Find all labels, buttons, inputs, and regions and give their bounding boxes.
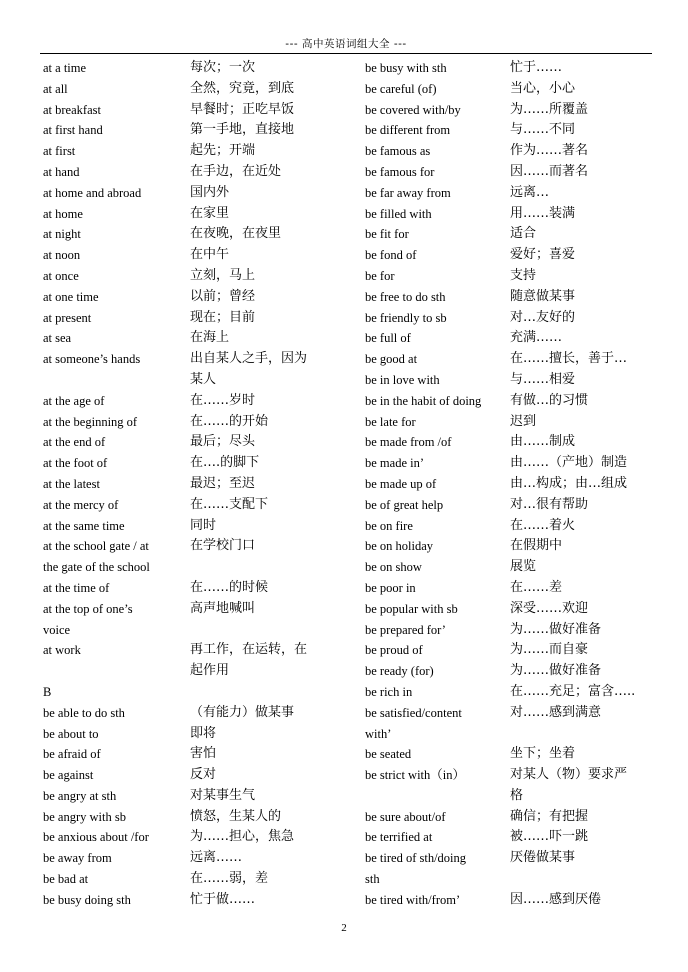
phrase-row [365, 557, 655, 578]
phrase-row [43, 620, 343, 641]
page-header: --- 高中英语词组大全 --- [285, 38, 407, 50]
phrase-english: be popular with sb [365, 601, 458, 616]
phrase-chinese: 远离…… [190, 850, 243, 866]
phrase-chinese: 同时 [190, 517, 217, 533]
phrase-english: voice [43, 622, 71, 637]
phrase-row [365, 308, 655, 329]
phrase-chinese: 在夜晚，在夜里 [190, 226, 282, 242]
phrase-chinese: 为……而自豪 [510, 642, 589, 658]
phrase-chinese: 充满…… [510, 330, 563, 346]
phrase-row [365, 536, 655, 557]
header-rule [40, 53, 652, 54]
phrase-chinese: 对…很有帮助 [510, 496, 589, 512]
phrase-english: sth [365, 872, 380, 887]
phrase-row [43, 890, 343, 911]
phrase-chinese: 高声地喊叫 [190, 600, 256, 616]
phrase-row [365, 807, 655, 828]
phrase-chinese: 当心，小心 [510, 80, 576, 96]
phrase-row [365, 328, 655, 349]
phrase-chinese: 在……的开始 [190, 413, 269, 429]
phrase-row [43, 391, 343, 412]
phrase-english: be fond of [365, 248, 417, 263]
phrase-row [43, 661, 343, 682]
phrase-chinese: 在家里 [190, 205, 230, 221]
phrase-english: be tired of sth/doing [365, 851, 467, 866]
phrase-english: at the same time [43, 518, 125, 533]
phrase-row [43, 599, 343, 620]
phrase-row [365, 58, 655, 79]
phrase-chinese: 对…友好的 [510, 309, 576, 325]
phrase-english: be proud of [365, 643, 423, 658]
phrase-english: be on holiday [365, 539, 434, 554]
phrase-english: be terrified at [365, 830, 433, 845]
phrase-chinese: 第一手地，直接地 [190, 122, 295, 138]
phrase-row [365, 495, 655, 516]
phrase-chinese: 最后；尽头 [190, 434, 256, 450]
phrase-row [365, 848, 655, 869]
phrase-chinese: 因……感到厌倦 [510, 891, 602, 907]
phrase-chinese: 对某人（物）要求严 [510, 767, 628, 783]
phrase-chinese: 现在；目前 [190, 309, 256, 325]
phrase-english: be good at [365, 352, 418, 367]
phrase-chinese: 反对 [190, 767, 217, 783]
phrase-english: at the foot of [43, 456, 108, 471]
phrase-row [43, 474, 343, 495]
phrase-english: at noon [43, 248, 81, 263]
phrase-chinese: 爱好；喜爱 [510, 247, 576, 263]
phrase-english: be for [365, 268, 395, 283]
phrase-chinese: 即将 [190, 725, 217, 741]
phrase-english: at home [43, 206, 83, 221]
phrase-row [43, 807, 343, 828]
phrase-chinese: 对……感到满意 [510, 704, 602, 720]
phrase-row [365, 661, 655, 682]
phrase-english: be away from [43, 851, 112, 866]
phrase-english: be strict with（in） [365, 768, 465, 783]
phrase-row [43, 204, 343, 225]
phrase-chinese: 国内外 [190, 184, 230, 200]
phrase-chinese: 忙于…… [510, 60, 563, 75]
phrase-row [365, 349, 655, 370]
phrase-english: be covered with/by [365, 102, 461, 117]
phrase-english: at once [43, 268, 79, 283]
phrase-english: at a time [43, 61, 87, 75]
phrase-english: be full of [365, 331, 411, 346]
phrase-row [43, 120, 343, 141]
phrase-row [365, 100, 655, 121]
phrase-row [365, 224, 655, 245]
left-column [43, 58, 343, 911]
phrase-english: with’ [365, 726, 392, 741]
phrase-chinese: 为……担心，焦急 [190, 829, 295, 845]
phrase-chinese: 厌倦做某事 [510, 850, 576, 866]
phrase-row [365, 412, 655, 433]
phrase-row [365, 204, 655, 225]
phrase-row [43, 682, 343, 703]
phrase-chinese: （有能力）做某事 [190, 704, 295, 720]
phrase-row [43, 869, 343, 890]
phrase-row [365, 287, 655, 308]
phrase-english: B [43, 684, 52, 699]
phrase-chinese: 远离… [510, 184, 550, 200]
phrase-english: at first [43, 144, 76, 159]
phrase-row [43, 141, 343, 162]
phrase-chinese: 由……（产地）制造 [510, 455, 628, 471]
phrase-chinese: 在……充足；富含….. [510, 683, 636, 699]
phrase-chinese: 在……支配下 [190, 496, 269, 512]
phrase-row [365, 474, 655, 495]
phrase-row [365, 765, 655, 786]
phrase-chinese: 有做…的习惯 [510, 392, 589, 408]
phrase-row [365, 183, 655, 204]
phrase-chinese: 展览 [510, 559, 537, 575]
phrase-row [43, 786, 343, 807]
phrase-row [43, 827, 343, 848]
phrase-english: at the end of [43, 435, 106, 450]
phrase-chinese: 支持 [510, 267, 537, 283]
phrase-english: be late for [365, 414, 416, 429]
phrase-chinese: 为……做好准备 [510, 663, 602, 679]
phrase-english: be bad at [43, 872, 89, 887]
phrase-english: at the time of [43, 580, 110, 595]
phrase-chinese: 以前；曾经 [190, 288, 256, 304]
phrase-chinese: 随意做某事 [510, 288, 576, 304]
phrase-row [43, 162, 343, 183]
phrase-chinese: 被……吓一跳 [510, 829, 589, 845]
phrase-chinese: 害怕 [190, 746, 217, 762]
phrase-row [43, 640, 343, 661]
phrase-english: be busy with sth [365, 61, 447, 75]
phrase-chinese: 在……着火 [510, 517, 576, 533]
phrase-english: at first hand [43, 123, 103, 138]
phrase-english: be able to do sth [43, 705, 125, 720]
phrase-english: be made from /of [365, 435, 452, 450]
phrase-row [365, 578, 655, 599]
phrase-english: be poor in [365, 580, 416, 595]
phrase-chinese: 在……弱，差 [190, 871, 269, 887]
phrase-chinese: 再工作，在运转，在 [190, 642, 308, 658]
phrase-chinese: 格 [510, 787, 524, 803]
phrase-english: be filled with [365, 206, 432, 221]
phrase-chinese: 在学校门口 [190, 538, 256, 554]
phrase-english: be made up of [365, 476, 437, 491]
phrase-chinese: 因……而著名 [510, 163, 589, 179]
phrase-row [43, 848, 343, 869]
phrase-chinese: 与……不同 [510, 122, 576, 138]
phrase-english: at night [43, 227, 81, 242]
phrase-row [43, 724, 343, 745]
phrase-english: be different from [365, 123, 451, 138]
phrase-row [365, 724, 655, 745]
phrase-row [43, 100, 343, 121]
phrase-chinese: 用……装满 [510, 205, 576, 221]
phrase-english: be friendly to sb [365, 310, 447, 325]
phrase-english: at breakfast [43, 102, 101, 117]
phrase-chinese: 全然，究竟，到底 [190, 80, 295, 96]
phrase-chinese: 由…构成；由…组成 [510, 475, 628, 491]
phrase-chinese: 在手边，在近处 [190, 163, 282, 179]
phrase-chinese: 出自某人之手，因为 [190, 351, 308, 367]
phrase-english: at the top of one’s [43, 601, 133, 616]
phrase-row [365, 682, 655, 703]
phrase-row [43, 703, 343, 724]
phrase-english: be made in’ [365, 456, 425, 471]
phrase-row [43, 287, 343, 308]
phrase-row [365, 432, 655, 453]
phrase-english: at the beginning of [43, 414, 138, 429]
phrase-english: be angry at sth [43, 788, 117, 803]
phrase-english [43, 370, 190, 391]
phrase-chinese: 为……所覆盖 [510, 101, 589, 117]
phrase-english [43, 661, 190, 682]
phrase-row [365, 120, 655, 141]
phrase-row [43, 328, 343, 349]
phrase-row [43, 266, 343, 287]
phrase-english: at the mercy of [43, 497, 119, 512]
phrase-english: be far away from [365, 185, 451, 200]
phrase-english: at hand [43, 164, 80, 179]
phrase-chinese: 早餐时；正吃早饭 [190, 101, 295, 117]
phrase-english: be sure about/of [365, 809, 446, 824]
phrase-chinese: 起先；开端 [190, 143, 256, 159]
right-column [365, 58, 655, 911]
phrase-row [43, 495, 343, 516]
phrase-row [365, 79, 655, 100]
phrase-chinese: 最迟；至迟 [190, 475, 256, 491]
phrase-chinese: 在……差 [510, 579, 563, 595]
phrase-english: at the age of [43, 393, 105, 408]
phrase-english: the gate of the school [43, 560, 150, 575]
phrase-english: at one time [43, 289, 99, 304]
phrase-chinese: 坐下；坐着 [510, 746, 576, 762]
phrase-english: be in the habit of doing [365, 393, 482, 408]
phrase-chinese: 与……相爱 [510, 371, 576, 387]
phrase-row [43, 412, 343, 433]
phrase-chinese: 迟到 [510, 413, 537, 429]
phrase-row [365, 141, 655, 162]
phrase-row [365, 516, 655, 537]
phrase-row [365, 620, 655, 641]
phrase-row [43, 58, 343, 79]
phrase-chinese: 适合 [510, 226, 537, 242]
phrase-english: be of great help [365, 497, 444, 512]
phrase-row [365, 869, 655, 890]
phrase-english: be angry with sb [43, 809, 126, 824]
phrase-row [43, 79, 343, 100]
phrase-row [43, 183, 343, 204]
phrase-chinese: 愤怒，生某人的 [190, 808, 282, 824]
phrase-english: be free to do sth [365, 289, 446, 304]
phrase-row [43, 578, 343, 599]
phrase-english: at the latest [43, 476, 100, 491]
phrase-chinese: 作为……著名 [510, 143, 589, 159]
phrase-chinese: 在……擅长，善于… [510, 351, 628, 367]
phrase-english: be famous as [365, 144, 431, 159]
phrase-chinese: 起作用 [190, 663, 230, 679]
phrase-chinese: 在中午 [190, 247, 230, 263]
phrase-english: at the school gate / at [43, 539, 149, 554]
phrase-english: at home and abroad [43, 185, 142, 200]
phrase-english: be against [43, 768, 94, 783]
phrase-chinese: 在……岁时 [190, 392, 256, 408]
phrase-english: be in love with [365, 372, 440, 387]
phrase-chinese: 在……的时候 [190, 579, 269, 595]
phrase-row [365, 640, 655, 661]
phrase-row [43, 765, 343, 786]
phrase-row [365, 599, 655, 620]
phrase-chinese: 在….的脚下 [190, 455, 260, 471]
phrase-english: at someone’s hands [43, 352, 141, 367]
phrase-english: be on fire [365, 518, 413, 533]
phrase-chinese: 在假期中 [510, 538, 563, 554]
phrase-english: be tired with/from’ [365, 892, 461, 907]
phrase-english: be rich in [365, 684, 413, 699]
phrase-row [365, 827, 655, 848]
phrase-english: be prepared for’ [365, 622, 446, 637]
phrase-chinese: 深受……欢迎 [510, 600, 589, 616]
phrase-english: be satisfied/content [365, 705, 462, 720]
phrase-row [43, 744, 343, 765]
phrase-chinese: 为……做好准备 [510, 621, 602, 637]
phrase-english: at work [43, 643, 81, 658]
phrase-row [43, 453, 343, 474]
phrase-row [43, 370, 343, 391]
phrase-english: be afraid of [43, 747, 101, 762]
phrase-row [43, 308, 343, 329]
phrase-row [43, 224, 343, 245]
phrase-row [365, 744, 655, 765]
phrase-chinese: 某人 [190, 371, 217, 387]
phrase-english: be seated [365, 747, 412, 762]
phrase-english: at present [43, 310, 92, 325]
phrase-chinese: 对某事生气 [190, 787, 256, 803]
phrase-chinese: 每次；一次 [190, 60, 256, 75]
phrase-chinese: 由……制成 [510, 434, 576, 450]
phrase-english: be careful (of) [365, 81, 437, 96]
phrase-row [365, 453, 655, 474]
phrase-english: be famous for [365, 164, 435, 179]
phrase-english: at sea [43, 331, 72, 346]
phrase-row [365, 786, 655, 807]
phrase-english [365, 786, 510, 807]
phrase-row [43, 245, 343, 266]
phrase-row [43, 349, 343, 370]
phrase-row [43, 516, 343, 537]
phrase-english: be busy doing sth [43, 892, 131, 907]
page-number: 2 [341, 922, 347, 934]
phrase-chinese: 忙于做…… [190, 891, 256, 907]
phrase-row [365, 266, 655, 287]
phrase-row [365, 391, 655, 412]
phrase-row [43, 432, 343, 453]
phrase-english: be on show [365, 560, 422, 575]
phrase-row [365, 370, 655, 391]
phrase-chinese: 在海上 [190, 330, 230, 346]
phrase-row [43, 557, 343, 578]
phrase-english: at all [43, 81, 68, 96]
phrase-chinese: 立刻，马上 [190, 267, 256, 283]
phrase-english: be fit for [365, 227, 409, 242]
phrase-row [365, 890, 655, 911]
phrase-row [365, 703, 655, 724]
phrase-row [365, 162, 655, 183]
phrase-english: be ready (for) [365, 664, 434, 679]
phrase-english: be about to [43, 726, 99, 741]
phrase-row [43, 536, 343, 557]
phrase-chinese: 确信；有把握 [510, 808, 589, 824]
phrase-row [365, 245, 655, 266]
phrase-english: be anxious about /for [43, 830, 149, 845]
